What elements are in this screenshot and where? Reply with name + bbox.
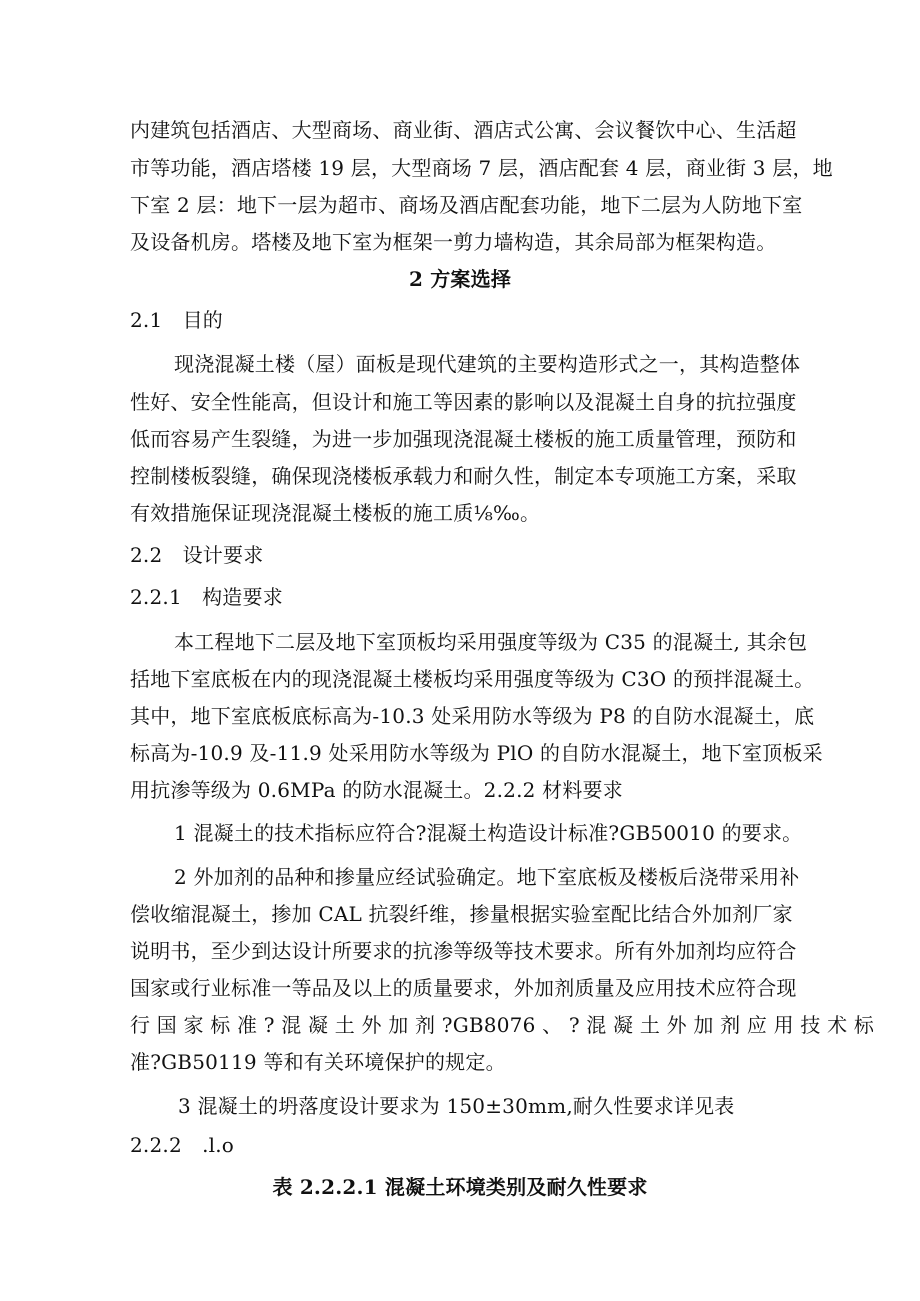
heading-2-1: 2.1 目的 — [130, 308, 224, 332]
structure-line-3: 其中，地下室底板底标高为-10.3 处采用防水等级为 P8 的自防水混凝土，底 — [130, 704, 815, 728]
structure-line-2: 括地下室底板在内的现浇混凝土楼板均采用强度等级为 C3O 的预拌混凝土。 — [130, 667, 815, 691]
item-1: 1 混凝土的技术指标应符合?混凝土构造设计标准?GB50010 的要求。 — [174, 821, 803, 845]
item-3: 3 混凝土的坍落度设计要求为 150±30mm,耐久性要求详见表 — [178, 1094, 735, 1118]
purpose-line-5: 有效措施保证现浇混凝土楼板的施工质⅛‰。 — [130, 501, 541, 525]
heading-2-2: 2.2 设计要求 — [130, 543, 264, 567]
intro-line-4: 及设备机房。塔楼及地下室为框架一剪力墙构造，其余局部为框架构造。 — [130, 230, 777, 254]
item-2-line-3: 说明书，至少到达设计所要求的抗渗等级等技术要求。所有外加剂均应符合 — [130, 939, 797, 963]
purpose-line-2: 性好、安全性能高，但设计和施工等因素的影响以及混凝土自身的抗拉强度 — [130, 390, 797, 414]
structure-line-5: 用抗渗等级为 0.6MPa 的防水混凝土。2.2.2 材料要求 — [130, 778, 623, 802]
item-2-line-2: 偿收缩混凝土，掺加 CAL 抗裂纤维，掺量根据实验室配比结合外加剂厂家 — [130, 902, 793, 926]
intro-line-2: 市等功能，酒店塔楼 19 层，大型商场 7 层，酒店配套 4 层，商业街 3 层，地 — [130, 156, 833, 180]
purpose-line-4: 控制楼板裂缝，确保现浇楼板承载力和耐久性，制定本专项施工方案，采取 — [130, 464, 797, 488]
heading-2-2-2: 2.2.2 .l.o — [130, 1133, 235, 1157]
intro-line-1: 内建筑包括酒店、大型商场、商业街、酒店式公寓、会议餐饮中心、生活超 — [130, 118, 797, 142]
structure-line-1: 本工程地下二层及地下室顶板均采用强度等级为 C35 的混凝土, 其余包 — [174, 630, 808, 654]
item-2-line-6: 准?GB50119 等和有关环境保护的规定。 — [130, 1050, 506, 1074]
item-2-line-4: 国家或行业标准一等品及以上的质量要求，外加剂质量及应用技术应符合现 — [130, 976, 797, 1000]
purpose-line-3: 低而容易产生裂缝，为进一步加强现浇混凝土楼板的施工质量管理，预防和 — [130, 427, 797, 451]
item-2-line-1: 2 外加剂的品种和掺量应经试验确定。地下室底板及楼板后浇带采用补 — [174, 865, 800, 889]
purpose-line-1: 现浇混凝土楼（屋）面板是现代建筑的主要构造形式之一，其构造整体 — [174, 352, 801, 376]
table-caption: 表 2.2.2.1 混凝土环境类别及耐久性要求 — [272, 1175, 648, 1199]
structure-line-4: 标高为-10.9 及-11.9 处采用防水等级为 PlO 的自防水混凝土，地下室顶板采 — [130, 741, 823, 765]
intro-line-3: 下室 2 层：地下一层为超市、商场及酒店配套功能，地下二层为人防地下室 — [130, 193, 803, 217]
section-title: 2 方案选择 — [408, 267, 512, 291]
heading-2-2-1: 2.2.1 构造要求 — [130, 585, 283, 609]
item-2-line-5: 行 国 家 标 准 ? 混 凝 土 外 加 剂 ?GB8076 、 ? 混 凝 土 外 加 剂 应 用 技 术 标 — [130, 1013, 875, 1037]
